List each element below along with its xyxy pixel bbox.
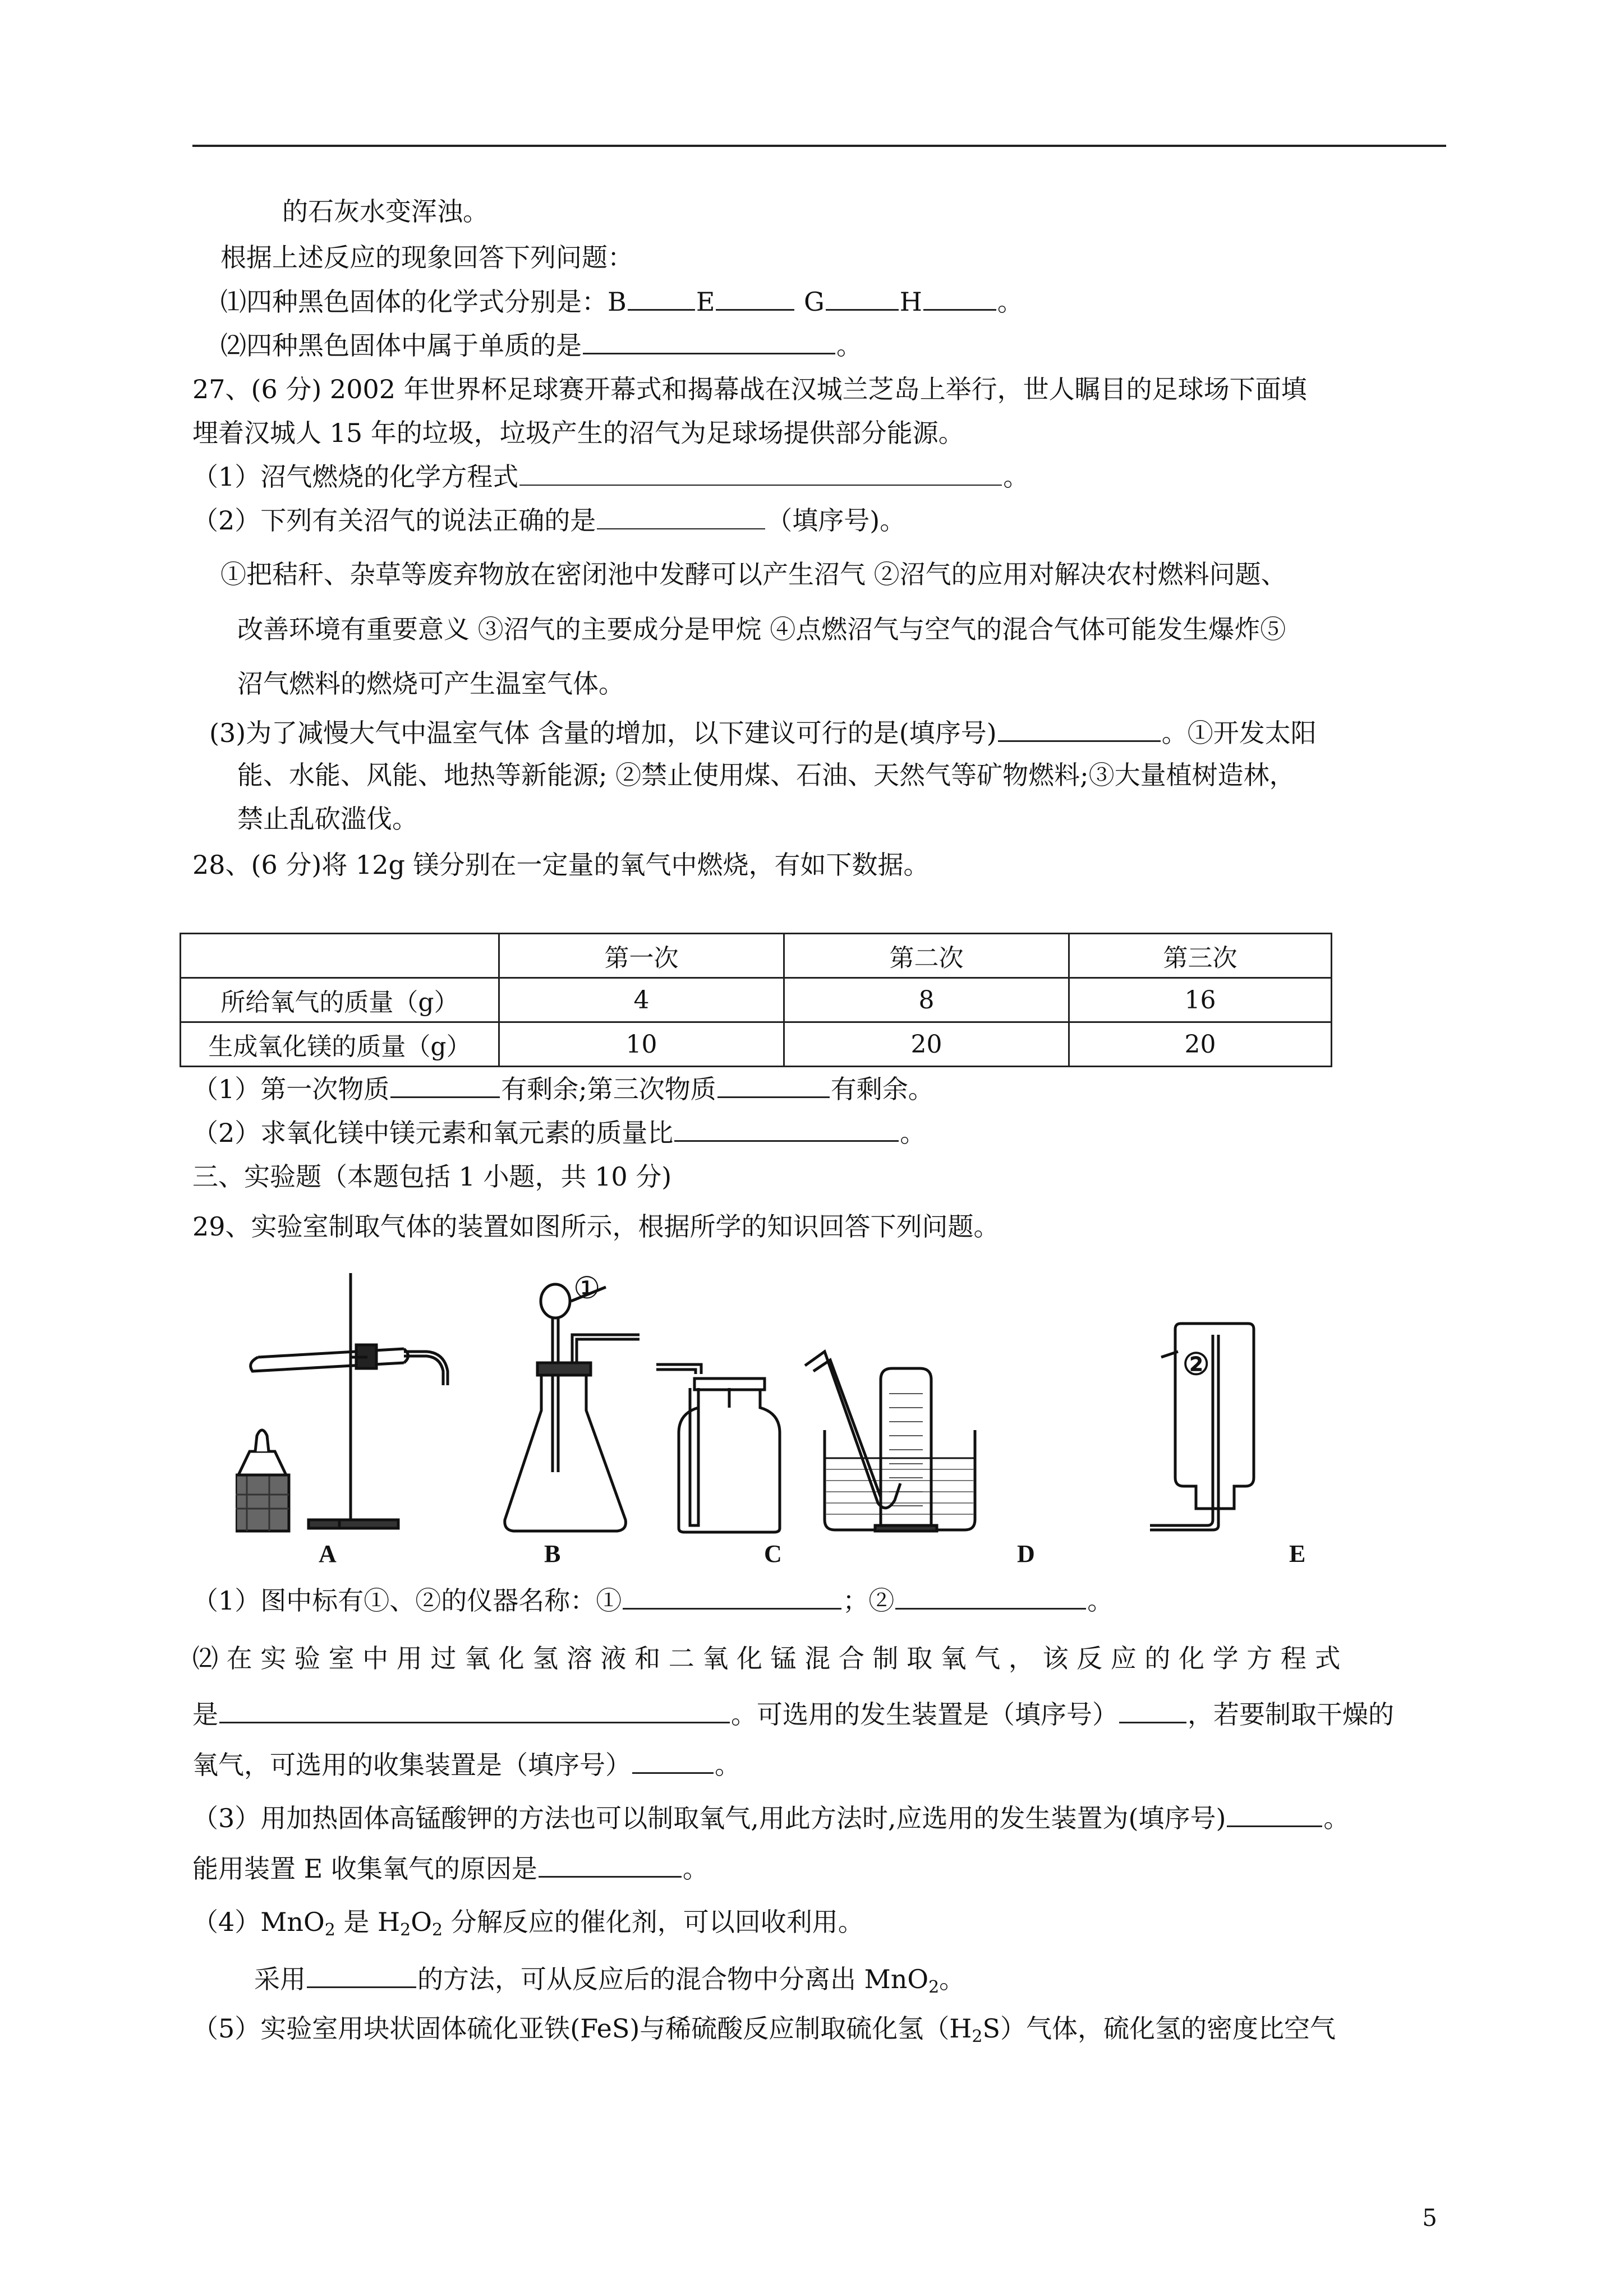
text-line: 能、水能、风能、地热等新能源; ②禁止使用煤、石油、天然气等矿物燃料;③大量植树造林， xyxy=(237,760,1295,790)
label-a: A xyxy=(319,1540,337,1567)
table-cell: 20 xyxy=(784,1022,1069,1067)
question-29-1: （1）图中标有①、②的仪器名称：① ；② 。 xyxy=(192,1585,1114,1616)
table-cell xyxy=(181,934,499,978)
table-row xyxy=(181,978,1332,1022)
marker-2: ② xyxy=(1183,1346,1210,1382)
answer-blank-g[interactable] xyxy=(826,285,899,311)
answer-blank-reason[interactable] xyxy=(539,1852,682,1878)
label-e: E xyxy=(1289,1540,1306,1567)
answer-blank-suggestion[interactable] xyxy=(998,717,1161,742)
question-29-4: （4）MnO$_2$ 是 $H_2O_2$ 分解反应的催化剂，可以回收利用。 xyxy=(192,1907,864,1940)
answer-blank-collector[interactable] xyxy=(632,1749,714,1774)
answer-blank-h2o2-equation[interactable] xyxy=(219,1698,730,1723)
data-table xyxy=(180,933,1332,1067)
table-cell: 第一次 xyxy=(499,934,784,978)
answer-blank-first[interactable] xyxy=(390,1073,500,1098)
question-28-stem: 28、(6 分)将 12g 镁分别在一定量的氧气中燃烧，有如下数据。 xyxy=(192,850,930,880)
answer-blank-biogas[interactable] xyxy=(597,505,765,529)
answer-blank-third[interactable] xyxy=(717,1073,830,1098)
table-cell: 第二次 xyxy=(784,934,1069,978)
table-cell: 10 xyxy=(499,1022,784,1067)
label-d: D xyxy=(1017,1540,1035,1567)
question-28-2: （2）求氧化镁中镁元素和氧元素的质量比 。 xyxy=(192,1118,926,1148)
question-29-3: 能用装置 E 收集氧气的原因是 。 xyxy=(192,1854,709,1884)
label-c: C xyxy=(764,1540,782,1567)
answer-blank-element[interactable] xyxy=(583,329,835,354)
table-cell: 第三次 xyxy=(1069,934,1332,978)
question-27-3: (3)为了减慢大气中温室气体 含量的增加，以下建议可行的是(填序号) 。①开发太阳 xyxy=(209,718,1317,748)
text-line: 根据上述反应的现象回答下列问题： xyxy=(220,242,633,273)
table-row xyxy=(181,1022,1332,1067)
answer-blank-e[interactable] xyxy=(716,285,794,311)
answer-blank-equation[interactable] xyxy=(519,461,1002,486)
question-28-1: （1）第一次物质 有剩余;第三次物质 有剩余。 xyxy=(192,1074,934,1104)
label-b: B xyxy=(544,1540,561,1567)
answer-blank-kmno4-generator[interactable] xyxy=(1227,1802,1322,1827)
text-line: 禁止乱砍滥伐。 xyxy=(237,804,418,834)
question-27-stem: 埋着汉城人 15 年的垃圾，垃圾产生的沼气为足球场提供部分能源。 xyxy=(192,418,964,448)
question-29-3: （3）用加热固体高锰酸钾的方法也可以制取氧气,用此方法时,应选用的发生装置为(填序号) 。 xyxy=(192,1803,1350,1833)
table-cell: 8 xyxy=(784,978,1069,1022)
question-29-2: ⑵ 在 实 验 室 中 用 过 氧 化 氢 溶 液 和 二 氧 化 锰 混 合 制 取 氧 气 ， 该 反 应 的 化 学 方 程 式 xyxy=(192,1643,1341,1673)
table-cell: 所给氧气的质量（g） xyxy=(181,978,499,1022)
apparatus-b xyxy=(505,1284,640,1531)
header-rule xyxy=(192,145,1446,147)
page-number: 5 xyxy=(1422,2204,1437,2232)
table-header-row xyxy=(181,934,1332,978)
question-29-2: 氧气，可选用的收集装置是（填序号） 。 xyxy=(192,1750,740,1780)
option-line: 沼气燃料的燃烧可产生温室气体。 xyxy=(237,668,624,699)
answer-blank-b[interactable] xyxy=(628,285,695,311)
table-cell: 生成氧化镁的质量（g） xyxy=(181,1022,499,1067)
option-line: 改善环境有重要意义 ③沼气的主要成分是甲烷 ④点燃沼气与空气的混合气体可能发生爆炸⑤ xyxy=(237,614,1286,644)
answer-blank-h[interactable] xyxy=(923,285,996,311)
answer-blank-instrument-2[interactable] xyxy=(895,1584,1086,1610)
answer-blank-generator[interactable] xyxy=(1119,1698,1186,1723)
question-29-stem: 29、实验室制取气体的装置如图所示，根据所学的知识回答下列问题。 xyxy=(192,1211,1000,1242)
question-27-stem: 27、(6 分) 2002 年世界杯足球赛开幕式和揭幕战在汉城兰芝岛上举行，世人瞩目的足球场下面填 xyxy=(192,374,1307,404)
question-27-1: （1）沼气燃烧的化学方程式 。 xyxy=(192,462,1029,492)
section-title: 三、实验题（本题包括 1 小题，共 10 分) xyxy=(192,1161,672,1192)
text-line: 的石灰水变浑浊。 xyxy=(282,196,489,227)
table-cell: 16 xyxy=(1069,978,1332,1022)
table-cell: 4 xyxy=(499,978,784,1022)
answer-blank-instrument-1[interactable] xyxy=(623,1584,841,1610)
question-27-2: （2）下列有关沼气的说法正确的是 （填序号)。 xyxy=(192,505,906,536)
option-line: ①把秸秆、杂草等废弃物放在密闭池中发酵可以产生沼气 ②沼气的应用对解决农村燃料问题、 xyxy=(220,559,1287,589)
apparatus-c xyxy=(656,1364,780,1532)
question-26-2: ⑵四种黑色固体中属于单质的是 。 xyxy=(220,330,862,361)
marker-1: ① xyxy=(573,1270,601,1306)
answer-blank-method[interactable] xyxy=(307,1963,416,1988)
question-26-1: ⑴四种黑色固体的化学式分别是：B E G H 。 xyxy=(220,287,1023,317)
answer-blank-ratio[interactable] xyxy=(674,1117,899,1142)
apparatus-a xyxy=(236,1273,448,1531)
table-cell: 20 xyxy=(1069,1022,1332,1067)
apparatus-figure xyxy=(236,1273,1369,1537)
question-29-4: 采用 的方法，可从反应后的混合物中分离出 MnO$_2$。 xyxy=(254,1964,965,1997)
question-29-5: （5）实验室用块状固体硫化亚铁(FeS)与稀硫酸反应制取硫化氢$(H_2S)$气体，硫化氢的密度比空气 xyxy=(192,2013,1336,2046)
apparatus-d xyxy=(805,1352,975,1531)
question-29-2: 是 。可选用的发生装置是（填序号） ，若要制取干燥的 xyxy=(192,1699,1394,1730)
